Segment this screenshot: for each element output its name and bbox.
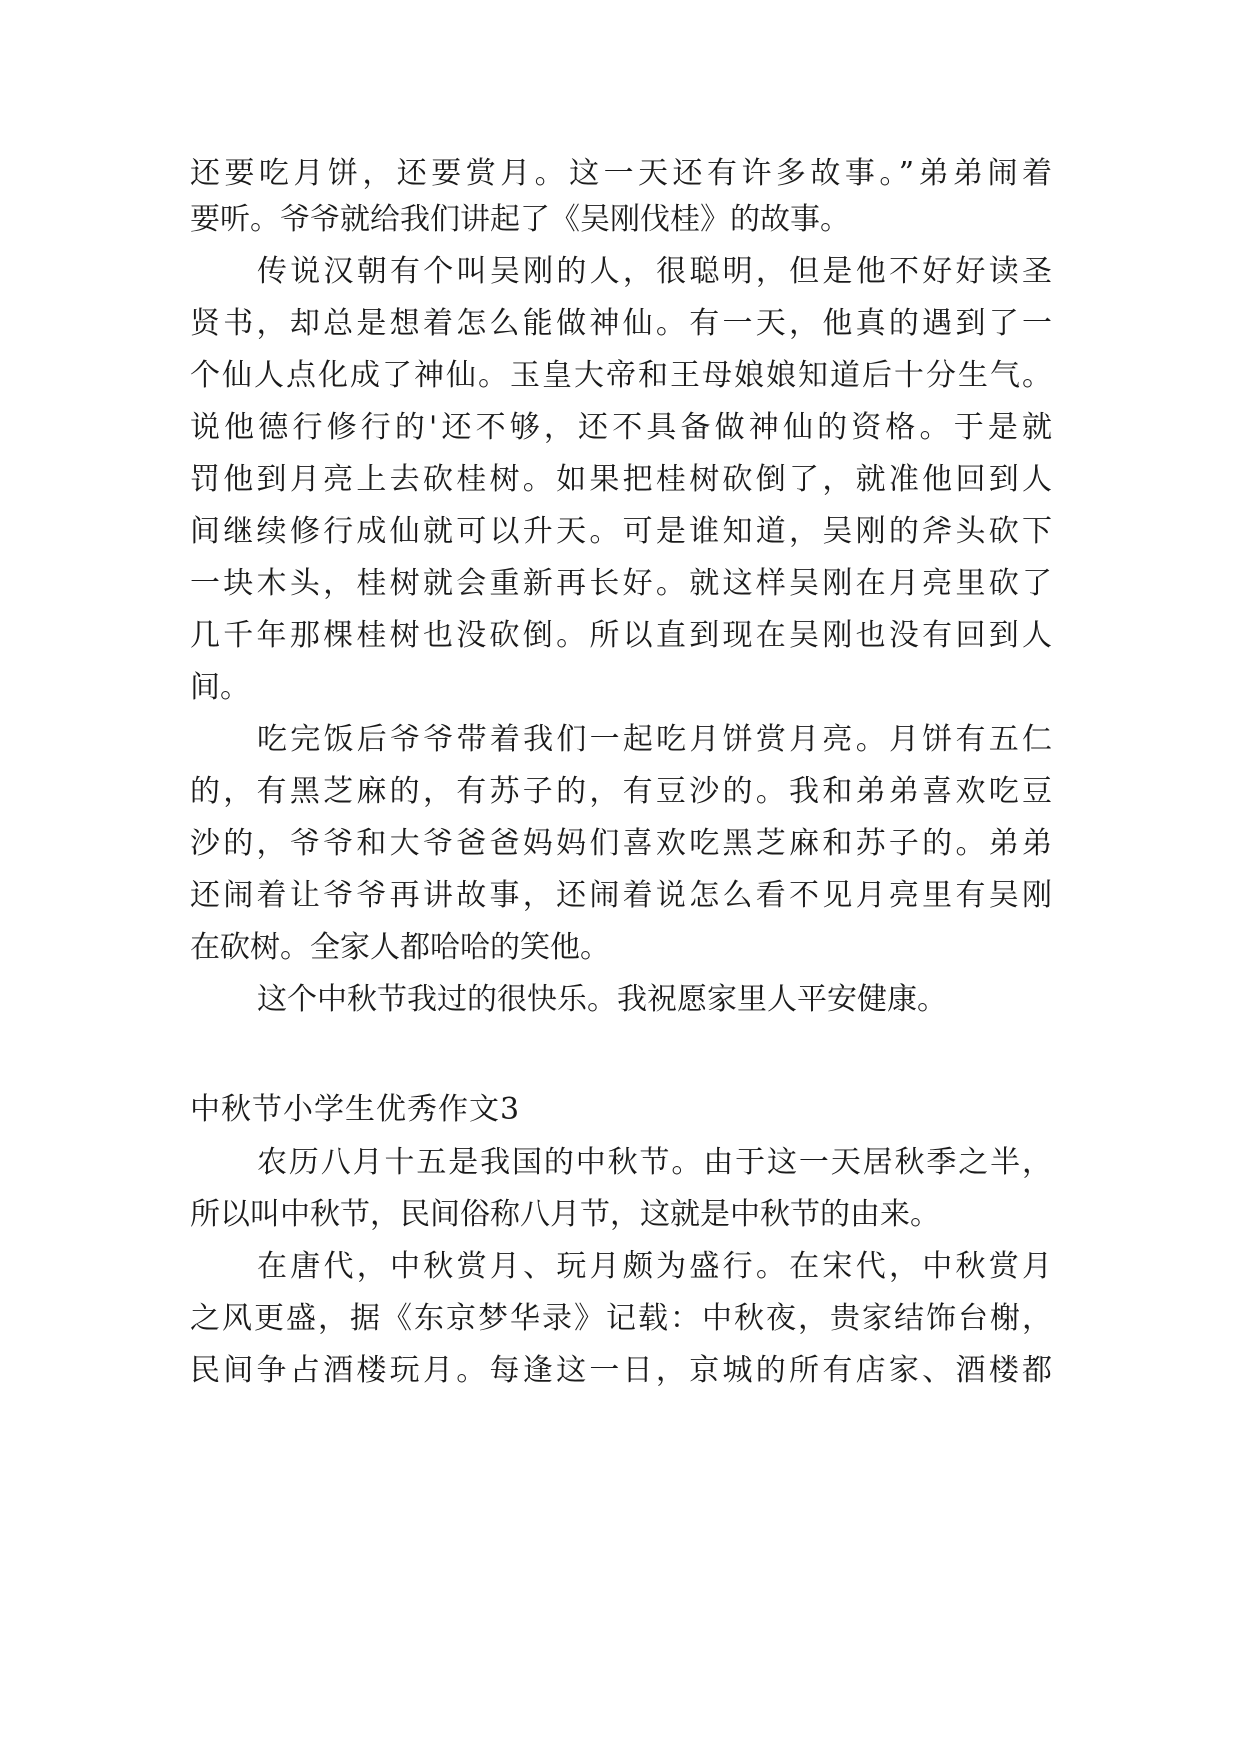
paragraph-line: 在唐代，中秋赏月、玩月颇为盛行。在宋代，中秋赏月 [257, 1249, 1052, 1284]
paragraph-line: 贤书，却总是想着怎么能做神仙。有一天，他真的遇到了一 [190, 306, 1052, 341]
paragraph-line: 间。 [190, 670, 250, 705]
section-heading: 中秋节小学生优秀作文3 [190, 1092, 521, 1127]
paragraph-line: 还闹着让爷爷再讲故事，还闹着说怎么看不见月亮里有吴刚 [190, 878, 1052, 913]
paragraph-line: 传说汉朝有个叫吴刚的人，很聪明，但是他不好好读圣 [257, 254, 1052, 289]
paragraph-line: 的，有黑芝麻的，有苏子的，有豆沙的。我和弟弟喜欢吃豆 [190, 774, 1052, 809]
paragraph-line: 间继续修行成仙就可以升天。可是谁知道，吴刚的斧头砍下 [190, 514, 1052, 549]
paragraph-line: 在砍树。全家人都哈哈的笑他。 [190, 930, 610, 965]
paragraph-line: 还要吃月饼，还要赏月。这一天还有许多故事。”弟弟闹着 [190, 156, 1052, 191]
paragraph-line: 说他德行修行的'还不够，还不具备做神仙的资格。于是就 [190, 410, 1052, 445]
paragraph-line: 要听。爷爷就给我们讲起了《吴刚伐桂》的故事。 [190, 202, 850, 237]
paragraph-line: 所以叫中秋节，民间俗称八月节，这就是中秋节的由来。 [190, 1197, 940, 1232]
paragraph-line: 个仙人点化成了神仙。玉皇大帝和王母娘娘知道后十分生气。 [190, 358, 1052, 393]
paragraph-line: 沙的，爷爷和大爷爸爸妈妈们喜欢吃黑芝麻和苏子的。弟弟 [190, 826, 1052, 861]
paragraph-line: 农历八月十五是我国的中秋节。由于这一天居秋季之半， [257, 1145, 1052, 1180]
paragraph-line: 这个中秋节我过的很快乐。我祝愿家里人平安健康。 [257, 982, 947, 1017]
paragraph-line: 吃完饭后爷爷带着我们一起吃月饼赏月亮。月饼有五仁 [257, 722, 1052, 757]
paragraph-line: 民间争占酒楼玩月。每逢这一日，京城的所有店家、酒楼都 [190, 1353, 1052, 1388]
paragraph-line: 一块木头，桂树就会重新再长好。就这样吴刚在月亮里砍了 [190, 566, 1052, 601]
paragraph-line: 罚他到月亮上去砍桂树。如果把桂树砍倒了，就准他回到人 [190, 462, 1052, 497]
paragraph-line: 几千年那棵桂树也没砍倒。所以直到现在吴刚也没有回到人 [190, 618, 1052, 653]
paragraph-line: 之风更盛，据《东京梦华录》记载：中秋夜，贵家结饰台榭， [190, 1301, 1052, 1336]
